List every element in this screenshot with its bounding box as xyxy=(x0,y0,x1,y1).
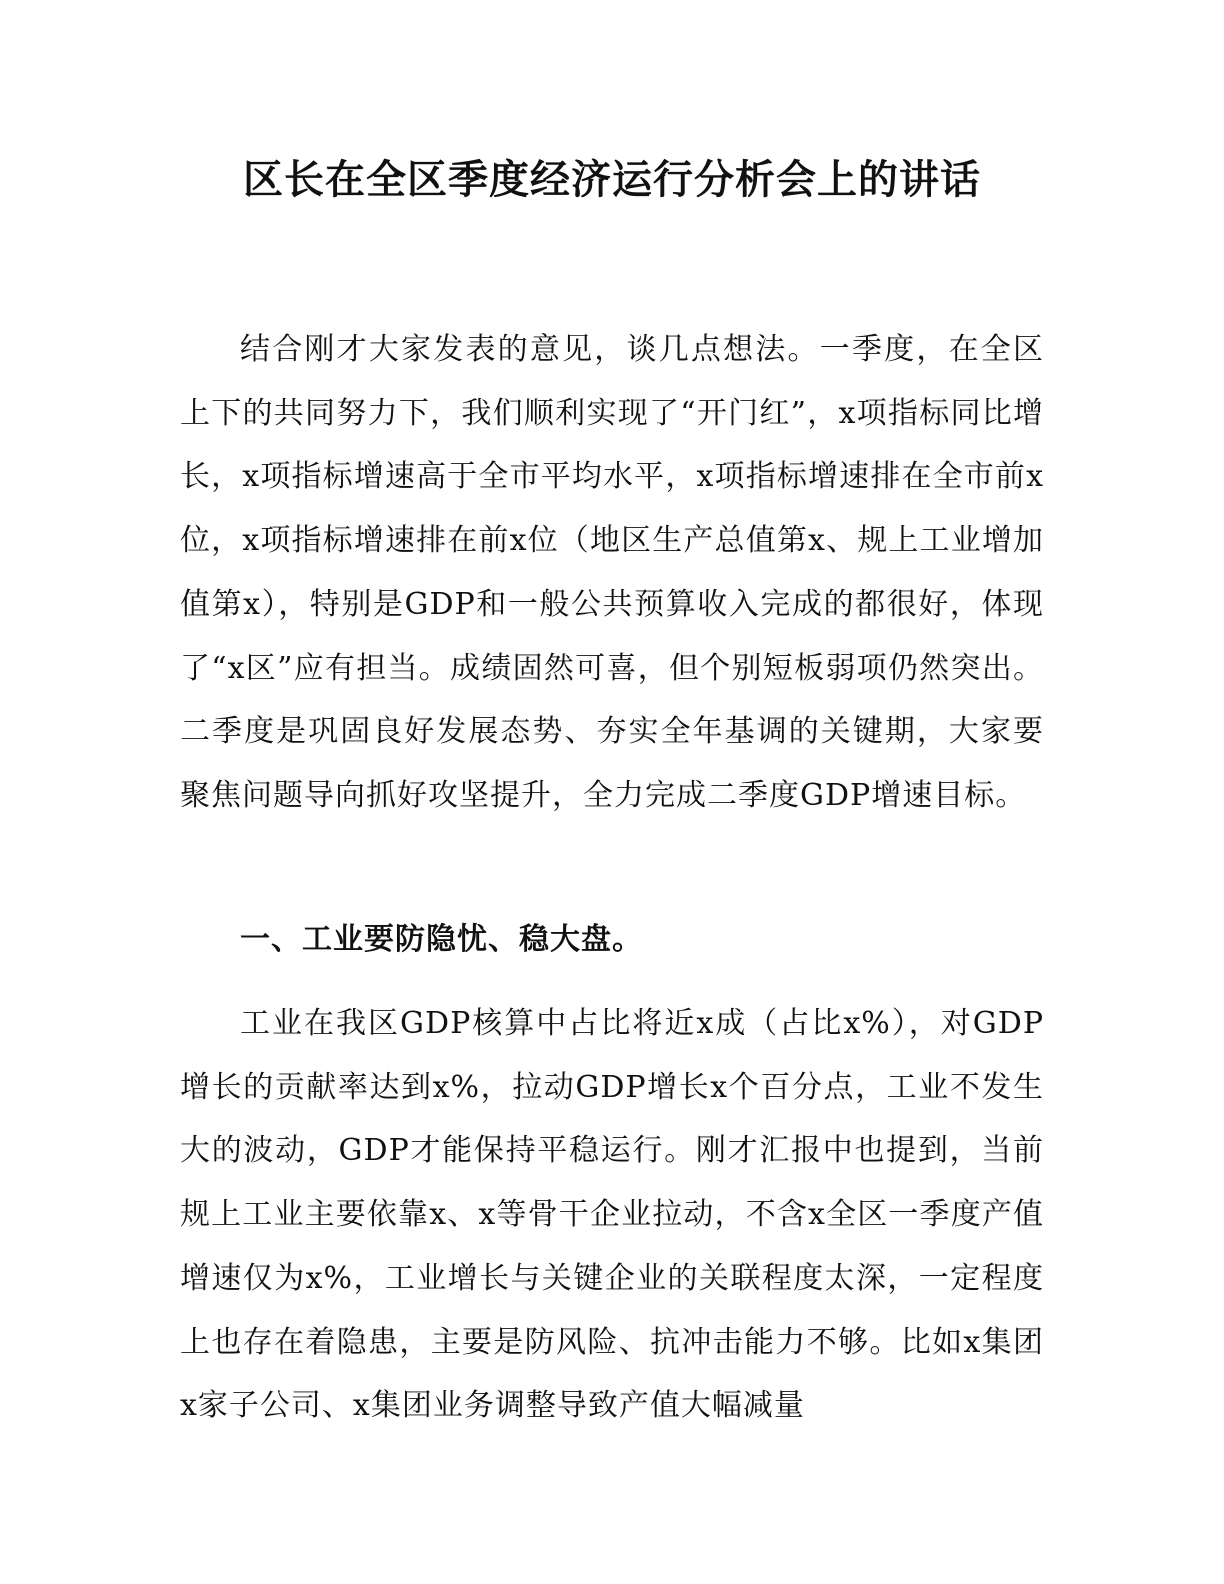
section-paragraph: 工业在我区GDP核算中占比将近x成（占比x%），对GDP增长的贡献率达到x%，拉动GDP增长x个百分点，工业不发生大的波动，GDP才能保持平稳运行。刚才汇报中也提到，当前规上工业主要依靠x、x等骨干企业拉动，不含x全区一季度产值增速仅为x%，工业增长与关键企业的关联程度太深，一定程度上也存在着隐患，主要是防风险、抗冲击能力不够。比如x集团x家子公司、x集团业务调整导致产值大幅减量 xyxy=(180,1006,1044,1424)
section-heading: 一、工业要防隐忧、稳大盘。 xyxy=(240,922,643,957)
intro-paragraph: 结合刚才大家发表的意见，谈几点想法。一季度，在全区上下的共同努力下，我们顺利实现了“开门红”，x项指标同比增长，x项指标增速高于全市平均水平，x项指标增速排在全市前x位，x项指标增速排在前x位（地区生产总值第x、规上工业增加值第x），特别是GDP和一般公共预算收入完成的都很好，体现了“x区”应有担当。成绩固然可喜，但个别短板弱项仍然突出。二季度是巩固良好发展态势、夯实全年基调的关键期，大家要聚焦问题导向抓好攻坚提升，全力完成二季度GDP增速目标。 xyxy=(180,332,1044,813)
document-title: 区长在全区季度经济运行分析会上的讲话 xyxy=(243,157,981,203)
